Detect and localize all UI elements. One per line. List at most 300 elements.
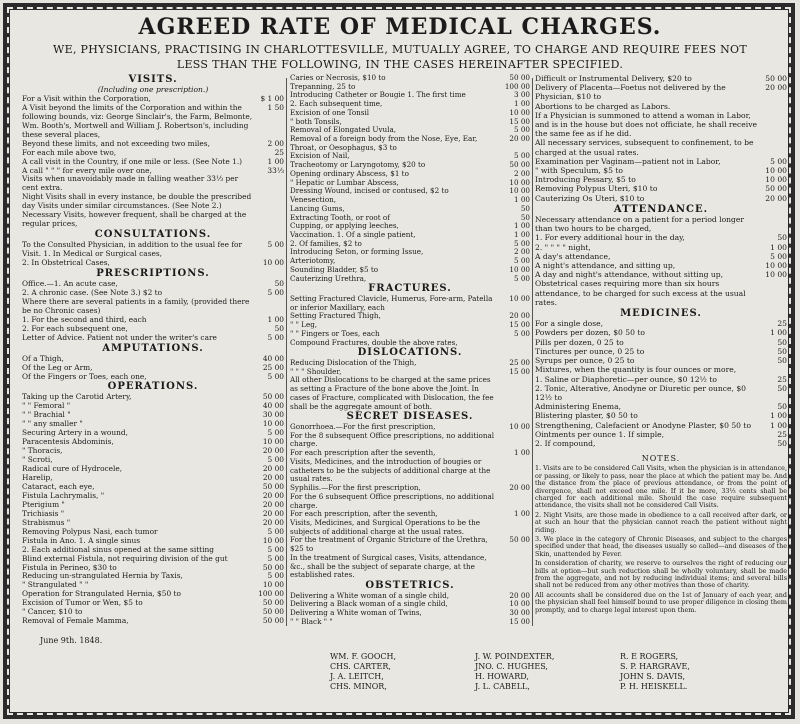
fee-item: " " Black " " bbox=[290, 616, 333, 626]
fee-amount bbox=[504, 554, 530, 580]
fee-amount: 10 00 bbox=[765, 166, 787, 176]
fee-item: Trichiasis " bbox=[22, 508, 65, 518]
fee-amount: 20 00 bbox=[262, 499, 284, 509]
fee-row bbox=[22, 617, 284, 626]
fee-item: A call " " " for every mile over one, bbox=[22, 165, 152, 175]
fee-item: Setting Fractured Clavicle, Humerus, Fore-arm, Patella or inferior Maxillary, each bbox=[290, 293, 493, 312]
fee-amount: 1 00 bbox=[267, 314, 284, 324]
fee-item: " " any smaller " bbox=[22, 419, 83, 429]
fee-amount: 1 50 bbox=[267, 102, 284, 112]
fee-amount: 50 00 bbox=[509, 73, 530, 82]
fee-item: Cataract, each eye, bbox=[22, 481, 95, 491]
fee-item: If a Physician is summoned to attend a woman in Labor, and is in the house but does not officiate, he shall receive the same fee as if he did. bbox=[535, 110, 758, 139]
fee-item: Delivering a Black woman of a single child, bbox=[290, 599, 448, 609]
fee-amount: 25 bbox=[777, 429, 787, 439]
fee-item: Taking up the Carotid Artery, bbox=[22, 392, 132, 402]
fee-item: A day's attendance, bbox=[535, 251, 611, 261]
fee-row bbox=[290, 275, 530, 284]
fee-item: " with Speculum, $5 to bbox=[535, 166, 623, 176]
fee-amount: 3 00 bbox=[513, 90, 530, 100]
fee-amount: 10 00 bbox=[262, 419, 284, 429]
fee-amount bbox=[761, 215, 787, 233]
fee-amount: 5 00 bbox=[267, 240, 284, 250]
fee-item: " " Brachial " bbox=[22, 410, 71, 420]
section-heading: MEDICINES. bbox=[620, 308, 702, 320]
section-heading: OPERATIONS. bbox=[107, 381, 199, 393]
fee-amount: 20 00 bbox=[509, 590, 530, 600]
fee-row bbox=[535, 439, 787, 448]
fee-amount: 50 00 bbox=[262, 607, 284, 617]
fee-amount: 10 00 bbox=[765, 261, 787, 271]
fee-item: Abortions to be charged as Labors. bbox=[535, 101, 671, 111]
document-title: AGREED RATE OF MEDICAL CHARGES. bbox=[138, 14, 662, 40]
fee-row bbox=[535, 74, 787, 83]
fee-item: Arteriotomy, bbox=[290, 256, 336, 266]
fee-item: Necessary Visits, however frequent, shall be charged at the regular prices, bbox=[22, 210, 247, 229]
fee-item: 2. In Obstetrical Cases, bbox=[22, 258, 110, 268]
fee-item: Removing Polypus Nasi, each tumor bbox=[22, 526, 158, 536]
fee-item: For each mile above two, bbox=[22, 147, 117, 157]
fee-item: Radical cure of Hydrocele, bbox=[22, 464, 123, 474]
fee-amount: 10 00 bbox=[509, 107, 530, 117]
fee-amount: 1 00 bbox=[770, 242, 787, 252]
fee-row bbox=[535, 83, 787, 101]
section-subheading: (Including one prescription.) bbox=[97, 84, 209, 94]
fee-row bbox=[22, 193, 284, 211]
fee-amount: 20 00 bbox=[262, 508, 284, 518]
fee-row bbox=[22, 465, 284, 474]
fee-amount: 10 00 bbox=[509, 422, 530, 432]
section-heading: PRESCRIPTIONS. bbox=[96, 268, 210, 280]
signature-block bbox=[330, 652, 396, 692]
fee-row bbox=[535, 375, 787, 384]
fee-item: " Hepatic or Lumbar Abscess, bbox=[290, 177, 399, 187]
fee-amount: 25 00 bbox=[262, 362, 284, 372]
fee-row bbox=[535, 356, 787, 365]
fee-item: Letter of Advice. Patient not under the writer's care bbox=[22, 332, 217, 342]
fee-item: Removal of Female Mamma, bbox=[22, 616, 129, 626]
fee-item: Excision of Tumor or Wen, $5 to bbox=[22, 598, 143, 608]
fee-row bbox=[535, 279, 787, 307]
fee-item: Of the Fingers or Toes, each one, bbox=[22, 371, 147, 381]
fee-amount: 1 00 bbox=[513, 99, 530, 109]
fee-item: Fistula Lachrymalis, " bbox=[22, 490, 105, 500]
fee-item: Pterigium " bbox=[22, 499, 65, 509]
fee-item: For the 6 subsequent Office prescriptions, no additional charge. bbox=[290, 491, 495, 510]
fee-row bbox=[535, 270, 787, 279]
fee-row bbox=[22, 259, 284, 268]
fee-amount: 5 00 bbox=[513, 125, 530, 135]
fee-item: Setting Fractured Thigh, bbox=[290, 311, 381, 321]
fee-item: Blistering plaster, $0 50 to bbox=[535, 411, 638, 421]
fee-item: 2. If compound, bbox=[535, 438, 596, 448]
fee-amount: 100 00 bbox=[504, 81, 530, 91]
fee-item: A day and night's attendance, without sitting up, bbox=[535, 270, 724, 280]
fee-item: A Visit beyond the limits of the Corporation and within the following bounds, viz: George Sinclair's, the Farm, Belmonte, Wm. Booth's, Mortwell and William J. Robertson's, including these several places, bbox=[22, 102, 253, 139]
column-left bbox=[22, 74, 284, 626]
fee-amount bbox=[761, 138, 787, 156]
fee-row bbox=[535, 328, 787, 337]
fee-item: Paracentesis Abdominis, bbox=[22, 437, 114, 447]
fee-item: Of the Leg or Arm, bbox=[22, 362, 93, 372]
fee-item: For a single dose, bbox=[535, 319, 604, 329]
fee-item: Delivering a White woman of Twins, bbox=[290, 608, 422, 618]
fee-item: Strabismus " bbox=[22, 517, 71, 527]
fee-amount bbox=[504, 458, 530, 484]
fee-row bbox=[290, 554, 530, 580]
column-right bbox=[535, 74, 787, 616]
fee-item: All necessary services, subsequent to confinement, to be charged at the usual rates. bbox=[535, 138, 754, 157]
section-heading: OBSTETRICS. bbox=[365, 579, 455, 591]
signature-block bbox=[475, 652, 554, 692]
fee-row bbox=[535, 138, 787, 156]
fee-item: Cauterizing Urethra, bbox=[290, 273, 367, 283]
section-heading: FRACTURES. bbox=[368, 283, 452, 295]
fee-item: 1. For the second and third, each bbox=[22, 314, 147, 324]
fee-item: A night's attendance, and sitting up, bbox=[535, 261, 676, 271]
fee-item: Mixtures, when the quantity is four ounces or more, bbox=[535, 365, 737, 375]
fee-amount: 10 00 bbox=[765, 175, 787, 185]
fee-amount: 10 00 bbox=[262, 258, 284, 268]
fee-item: 2. Each additional sinus opened at the same sitting bbox=[22, 544, 214, 554]
fee-amount: 10 00 bbox=[262, 580, 284, 590]
fee-amount: 50 bbox=[777, 337, 787, 347]
fee-item: Strengthening, Calefacient or Anodyne Plaster, $0 50 to bbox=[535, 420, 752, 430]
fee-amount bbox=[258, 298, 284, 316]
fee-amount: 25 bbox=[777, 374, 787, 384]
fee-row bbox=[22, 334, 284, 343]
fee-item: " " Leg, bbox=[290, 320, 318, 330]
fee-row bbox=[535, 252, 787, 261]
fee-item: Of a Thigh, bbox=[22, 353, 64, 363]
fee-row bbox=[290, 376, 530, 411]
fee-amount: 1 00 bbox=[513, 509, 530, 519]
fee-amount: $ 1 00 bbox=[260, 93, 284, 103]
fee-item: For each prescription after the seventh, bbox=[290, 448, 436, 458]
fee-item: For each prescription, after the seventh, bbox=[290, 509, 438, 519]
fee-item: For the treatment of Organic Stricture of the Urethra, $25 to bbox=[290, 535, 488, 554]
fee-amount: 50 bbox=[777, 438, 787, 448]
signature-name: J. A. LEITCH, bbox=[330, 672, 384, 681]
fee-amount: 5 00 bbox=[267, 553, 284, 563]
fee-amount: 50 00 bbox=[765, 74, 787, 83]
fee-amount: 2 00 bbox=[513, 168, 530, 178]
fee-amount: 5 00 bbox=[267, 287, 284, 297]
signature-name: J. L. CABELL, bbox=[475, 682, 530, 691]
fee-item: Removal of a foreign body from the Nose, Eye, Ear, Throat, or Oesophagus, $3 to bbox=[290, 134, 478, 152]
fee-amount bbox=[504, 493, 530, 510]
fee-amount bbox=[504, 376, 530, 411]
fee-item: Beyond these limits, and not exceeding two miles, bbox=[22, 138, 210, 148]
notes-list bbox=[535, 465, 787, 614]
fee-amount: 15 00 bbox=[509, 366, 530, 376]
fee-item: Visits, Medicines, and the introduction of bougies or catheters to be the subjects of additional charge at the usual rates. bbox=[290, 456, 491, 484]
section-heading: VISITS. bbox=[128, 74, 178, 85]
fee-item: For the 8 subsequent Office prescriptions, no additional charge. bbox=[290, 430, 495, 449]
column-divider bbox=[532, 78, 533, 626]
fee-item: " " Fingers or Toes, each bbox=[290, 328, 380, 338]
fee-item: Removal of Elongated Uvula, bbox=[290, 125, 397, 135]
fee-amount: 10 00 bbox=[262, 535, 284, 545]
fee-amount bbox=[761, 102, 787, 111]
fee-row bbox=[22, 447, 284, 456]
fee-amount: 2 00 bbox=[267, 138, 284, 148]
note-paragraph: In consideration of charity, we reserve to ourselves the right of reducing our bills at option—but such reduction shall be wholly voluntary, shall be made from the aggregate, and not by reducing individual items; and several bills shall not be reduced from any other motives than those of charity. bbox=[535, 559, 787, 590]
fee-amount: 1 00 bbox=[513, 221, 530, 231]
fee-row bbox=[535, 166, 787, 175]
signature-name: J. W. POINDEXTER, bbox=[475, 652, 555, 661]
fee-item: " " " Shoulder, bbox=[290, 366, 342, 376]
fee-item: " both Tonsils, bbox=[290, 116, 342, 126]
fee-amount: 15 00 bbox=[509, 116, 530, 126]
fee-item: For a Visit within the Corporation, bbox=[22, 93, 151, 103]
fee-amount: 20 00 bbox=[765, 193, 787, 203]
fee-item: Venesection, bbox=[290, 195, 337, 205]
fee-row bbox=[22, 175, 284, 193]
fee-amount: 25 bbox=[274, 147, 284, 157]
fee-amount: 40 00 bbox=[262, 401, 284, 411]
fee-amount: 50 bbox=[777, 233, 787, 243]
fee-row bbox=[535, 384, 787, 402]
fee-amount: 50 00 bbox=[262, 616, 284, 626]
fee-amount: 33⅓ bbox=[267, 165, 284, 175]
fee-item: 2. A chronic case. (See Note 3.) $2 to bbox=[22, 287, 163, 297]
fee-amount: 5 00 bbox=[513, 238, 530, 248]
fee-item: Syrups per ounce, 0 25 to bbox=[535, 356, 635, 366]
fee-amount: 30 00 bbox=[262, 410, 284, 420]
fee-amount: 50 bbox=[520, 203, 530, 213]
fee-amount: 1 00 bbox=[513, 448, 530, 458]
fee-item: Securing Artery in a wound, bbox=[22, 428, 128, 438]
fee-item: Cauterizing Os Uteri, $10 to bbox=[535, 193, 645, 203]
fee-amount: 5 00 bbox=[267, 571, 284, 581]
fee-row bbox=[290, 135, 530, 152]
fee-row bbox=[535, 365, 787, 374]
fee-item: Extracting Tooth, or root of bbox=[290, 212, 390, 222]
fee-amount: 10 00 bbox=[262, 437, 284, 447]
fee-amount: 20 00 bbox=[509, 134, 530, 144]
fee-amount: 5 00 bbox=[513, 256, 530, 266]
fee-row bbox=[22, 298, 284, 316]
fee-amount bbox=[761, 111, 787, 139]
note-paragraph: 1. Visits are to be considered Call Visits, when the physician is in attendance, or passing, or likely to pass, near the place at which the patient may be. And the distance from the place of previous attendance, or from the point of divergence, shall not exceed one mile. If it be more, 33⅓ cents shall be charged for each additional mile. Should the case require subsequent attendance, the visits shall not be considered Call Visits. bbox=[535, 464, 787, 510]
fee-item: Blind external Fistula, not requiring division of the gut bbox=[22, 553, 228, 563]
fee-item: " Scroti, bbox=[22, 455, 53, 465]
fee-item: Syphilis.—For the first prescription, bbox=[290, 483, 421, 493]
fee-item: Operation for Strangulated Hernia, $50 to bbox=[22, 589, 181, 599]
note-paragraph: 2. Night Visits, are those made in obedience to a call received after dark, or at such an hour that the physician cannot reach the patient without night riding. bbox=[535, 510, 787, 534]
fee-row bbox=[535, 319, 787, 328]
fee-amount: 15 00 bbox=[509, 320, 530, 330]
fee-item: Tinctures per ounce, 0 25 to bbox=[535, 346, 645, 356]
note-paragraph: All accounts shall be considered due on the 1st of January of each year, and the physician shall feel himself bound to use proper diligence in closing them promptly, and to charge legal interest upon them. bbox=[535, 590, 787, 614]
fee-amount: 50 00 bbox=[262, 392, 284, 402]
fee-amount: 5 00 bbox=[267, 371, 284, 381]
fee-amount: 5 00 bbox=[267, 428, 284, 438]
signature-name: H. HOWARD, bbox=[475, 672, 529, 681]
signature-name: JNO. C. HUGHES, bbox=[475, 662, 548, 671]
fee-row bbox=[290, 312, 530, 321]
fee-amount bbox=[258, 193, 284, 211]
fee-amount: 50 00 bbox=[765, 184, 787, 194]
fee-item: Office.—1. An acute case, bbox=[22, 278, 118, 288]
fee-amount: 1 00 bbox=[267, 156, 284, 166]
fee-item: Cupping, or applying leeches, bbox=[290, 221, 399, 231]
fee-amount: 50 bbox=[777, 346, 787, 356]
fee-amount: 20 00 bbox=[262, 490, 284, 500]
fee-amount: 10 00 bbox=[509, 186, 530, 196]
fee-amount: 1 00 bbox=[513, 195, 530, 205]
fee-amount: 50 bbox=[777, 402, 787, 412]
fee-item: Harelip, bbox=[22, 472, 53, 482]
fee-amount bbox=[504, 339, 530, 348]
fee-item: Administering Enema, bbox=[535, 402, 622, 412]
fee-amount: 5 00 bbox=[770, 251, 787, 261]
fee-amount: 50 bbox=[520, 212, 530, 222]
section-heading: DISLOCATIONS. bbox=[357, 347, 463, 359]
fee-item: Excision of Nail, bbox=[290, 151, 350, 161]
fee-amount: 20 00 bbox=[765, 83, 787, 93]
fee-item: Introducing Pessary, $5 to bbox=[535, 175, 636, 185]
fee-row bbox=[290, 432, 530, 449]
fee-item: Fistula in Ano. 1. A single sinus bbox=[22, 535, 141, 545]
fee-amount: 50 00 bbox=[262, 598, 284, 608]
fee-amount: 50 bbox=[777, 356, 787, 366]
fee-amount: 10 00 bbox=[509, 599, 530, 609]
fee-amount: 10 00 bbox=[509, 264, 530, 274]
fee-item: 2. Of families, $2 to bbox=[290, 238, 362, 248]
fee-item: Where there are several patients in a family, (provided there be no Chronic cases) bbox=[22, 296, 250, 315]
fee-amount: 1 00 bbox=[770, 328, 787, 338]
fee-item: 2. " " " " night, bbox=[535, 242, 591, 252]
fee-amount: 15 00 bbox=[509, 616, 530, 626]
fee-item: Night Visits shall in every instance, be double the prescribed day Visits under similar circumstances. (See Note 2.) bbox=[22, 192, 252, 211]
fee-amount: 40 00 bbox=[262, 353, 284, 363]
fee-row bbox=[290, 618, 530, 627]
fee-item: Tracheotomy or Laryngotomy, $20 to bbox=[290, 160, 426, 170]
fee-amount bbox=[504, 432, 530, 449]
fee-item: In the treatment of Surgical cases, Visits, attendance, &c., shall be the subject of separate charge, at the established rates. bbox=[290, 552, 487, 580]
fee-item: Visits when unavoidably made in falling weather 33⅓ per cent extra. bbox=[22, 174, 239, 193]
fee-amount: 5 00 bbox=[513, 151, 530, 161]
fee-amount: 10 00 bbox=[509, 293, 530, 303]
fee-item: Vaccination. 1. Of a single patient, bbox=[290, 229, 416, 239]
fee-amount: 20 00 bbox=[262, 517, 284, 527]
fee-row bbox=[290, 458, 530, 484]
signature-name: P. H. HEISKELL. bbox=[620, 682, 688, 691]
fee-amount: 50 bbox=[274, 323, 284, 333]
column-divider bbox=[286, 78, 287, 626]
section-heading: AMPUTATIONS. bbox=[102, 342, 204, 354]
fee-item: Difficult or Instrumental Delivery, $20 to bbox=[535, 74, 692, 83]
fee-item: Visits, Medicines, and Surgical Operations to be the subjects of additional charge at the usual rates. bbox=[290, 517, 481, 536]
signature-name: CHS. MINOR, bbox=[330, 682, 387, 691]
fee-amount bbox=[761, 365, 787, 374]
fee-item: Excision of one Tonsil bbox=[290, 107, 370, 117]
fee-row bbox=[535, 411, 787, 420]
fee-amount: 5 00 bbox=[267, 544, 284, 554]
fee-item: Reducing un-strangulated Hernia by Taxis, bbox=[22, 571, 183, 581]
fee-item: Necessary attendance on a patient for a period longer than two hours to be charged, bbox=[535, 215, 745, 234]
signature-name: CHS. CARTER, bbox=[330, 662, 391, 671]
fee-row bbox=[22, 373, 284, 382]
fee-item: Opening ordinary Abscess, $1 to bbox=[290, 168, 409, 178]
fee-amount: 20 00 bbox=[509, 483, 530, 493]
fee-item: 2. Tonic, Alterative, Anodyne or Diuretic per ounce, $0 12½ to bbox=[535, 383, 746, 402]
fee-item: 1. Saline or Diaphoretic—per ounce, $0 12½ to bbox=[535, 374, 717, 384]
fee-item: " " Femoral " bbox=[22, 401, 71, 411]
fee-amount: 100 00 bbox=[258, 589, 284, 599]
fee-item: Introducing Catheter or Bougie 1. The first time bbox=[290, 90, 466, 100]
fee-row bbox=[535, 402, 787, 411]
fee-item: Fistula in Perineo, $30 to bbox=[22, 562, 117, 572]
fee-amount: 5 00 bbox=[770, 156, 787, 166]
fee-row bbox=[535, 157, 787, 166]
fee-amount: 1 00 bbox=[770, 420, 787, 430]
fee-item: " Thoracis, bbox=[22, 446, 63, 456]
fee-item: Ointments per ounce 1. If simple, bbox=[535, 429, 665, 439]
fee-row bbox=[290, 536, 530, 553]
fee-item: Removing Polypus Uteri, $10 to bbox=[535, 184, 658, 194]
fee-row bbox=[22, 211, 284, 229]
fee-row bbox=[535, 347, 787, 356]
fee-amount: 20 00 bbox=[262, 472, 284, 482]
fee-item: " Cancer, $10 to bbox=[22, 607, 83, 617]
fee-item: Lancing Gums, bbox=[290, 203, 345, 213]
document-date: June 9th. 1848. bbox=[40, 636, 103, 645]
fee-item: " Strangulated " " bbox=[22, 580, 89, 590]
signature-name: JOHN S. DAVIS, bbox=[620, 672, 686, 681]
fee-item: Introducing Seton, or forming Issue, bbox=[290, 247, 424, 257]
fee-amount bbox=[258, 175, 284, 193]
fee-row bbox=[535, 215, 787, 233]
fee-amount: 20 00 bbox=[509, 311, 530, 321]
fee-amount: 5 00 bbox=[513, 273, 530, 283]
fee-amount: 5 00 bbox=[267, 526, 284, 536]
fee-row bbox=[535, 184, 787, 193]
fee-row bbox=[535, 430, 787, 439]
document-subtitle: WE, PHYSICIANS, PRACTISING IN CHARLOTTESVILLE, MUTUALLY AGREE, TO CHARGE AND REQUIRE FEES NOT LESS THAN THE FOLLOWING, IN THE CASES HEREINAFTER SPECIFIED. bbox=[53, 43, 747, 71]
fee-row bbox=[535, 233, 787, 242]
fee-amount: 50 bbox=[777, 383, 787, 393]
fee-amount: 30 00 bbox=[509, 608, 530, 618]
fee-row bbox=[535, 243, 787, 252]
fee-item: Reducing Dislocation of the Thigh, bbox=[290, 358, 417, 367]
fee-amount: 50 00 bbox=[509, 160, 530, 170]
fee-item: Pills per dozen, 0 25 to bbox=[535, 337, 624, 347]
fee-amount bbox=[761, 279, 787, 307]
fee-amount: 50 00 bbox=[262, 481, 284, 491]
fee-item: Caries or Necrosis, $10 to bbox=[290, 73, 386, 82]
fee-row bbox=[535, 421, 787, 430]
signature-name: WM. F. GOOCH, bbox=[330, 652, 397, 661]
fee-row bbox=[535, 338, 787, 347]
fee-item: 2. Each subsequent time, bbox=[290, 99, 383, 109]
fee-item: A call visit in the Country, if one mile or less. (See Note 1.) bbox=[22, 156, 243, 166]
fee-item: Sounding Bladder, $5 to bbox=[290, 264, 379, 274]
fee-item: Delivering a White woman of a single child, bbox=[290, 590, 450, 600]
fee-amount: 5 00 bbox=[267, 455, 284, 465]
column-middle bbox=[290, 74, 530, 627]
fee-amount: 2 00 bbox=[513, 247, 530, 257]
fee-row bbox=[535, 175, 787, 184]
fee-amount: 10 00 bbox=[509, 177, 530, 187]
fee-amount: 50 00 bbox=[262, 562, 284, 572]
fee-item: Powders per dozen, $0 50 to bbox=[535, 328, 645, 338]
fee-item: 2. For each subsequent one, bbox=[22, 323, 128, 333]
notes-heading: NOTES. bbox=[641, 454, 681, 464]
fee-amount: 5 00 bbox=[513, 328, 530, 338]
